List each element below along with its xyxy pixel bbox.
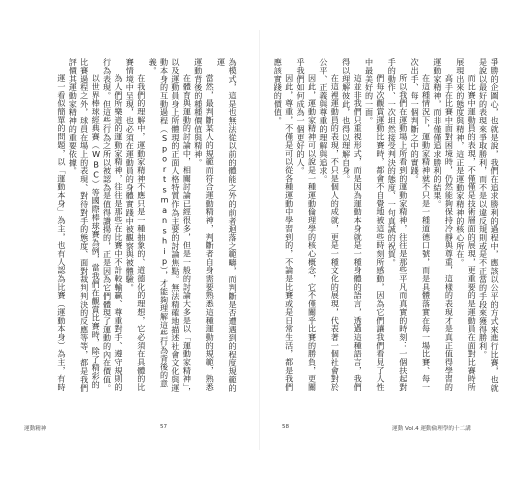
paragraph: 在體育與運動的討論中，相關討論已經很多，但是一般的討論大多是以「運動家精神」，以及運動員身上所體現的正面人格特質作為主要的討論焦點。無法精確地描述社會文化與運動本身的互動過程（Sportsmanship），才能夠理解這些行為背後的意義。 [148,58,193,396]
paragraph: 因此，運動家精神可以說是一種運動倫理學的核心概念，它不僅關乎比賽的勝負，更關乎我們如何成為一個更好的人。 [296,58,318,392]
paragraph: 高手在比賽中面對困境時，仍然能夠保持冷靜與尊重，這樣的表現才是真正值得學習的運動家精神，而非僅僅追求勝利的結果。 [432,58,455,392]
paragraph: 為人們所樂道的運動家精神，往往是那些在比賽中不計較輸贏、尊重對手、遵守規則的行為表現。但這些行為之所以被認為是值得讚揚的，正是因為它們體現了運動的內在價值。 [102,58,124,392]
paragraph: 這並非我們只重視形式，而是因為運動本身就是一種身體的語言，透過這種語言，我們得以理解彼此，也得以理解自身。 [341,58,364,392]
left-running-title: 運動精神 [24,426,47,432]
paragraph: 在我們的理解中，運動家精神不應只是一種抽象的、道德化的理想，它必須在具體的比賽情境中呈現，也必須在運動員的身體實踐中被觀察與被體驗。 [125,58,147,392]
paragraph: 而比賽中運動員的表現，不僅僅是技術層面的展現，更重要的是運動員在面對比賽時所展現出來的態度與精神，這正是運動家精神的核心所在。 [455,58,478,392]
right-page [260,0,520,500]
paragraph: 們每次觀賞運動比賽時，都會不自覺地被這些時刻所感動，因為它們讓我們看見了人性中最美好的一面。 [364,58,386,392]
right-running-title: 運動 Vol.4 運動倫理學的十二講 [392,426,471,432]
paragraph: 運一看似簡單的問題，以「運動本身」為主，也有人認為比賽（運動本身）為主，有時 [56,74,67,392]
paragraph: 以世界棒球經典賽（WBC）等國際棒球賽為例，當我們在觀賞比賽時，除了精彩的比賽過程之外，球員在場上的表現、對待對手的態度、面對裁判判決的反應等等，都是我們評價其運動家精神的重要依據。 [68,58,102,392]
paragraph: 所以我們在運動場上所看到的運動家精神，往往是那些平凡而真實的時刻：一個扶起對手的動作、一次坦然接受判決的態度、一句真誠的祝賀。 [387,58,409,392]
right-page-number: 58 [282,424,290,430]
paragraph: 為模式，這是也無法從以前的體能之外的前者迴落之範疇，而判斷是否遭遇到的程度規範的運 [216,58,238,392]
paragraph: 爭勝的企圖心，也就是說，我們在追求勝利的過程中，應該以公平的方式來進行比賽，也就是說以最好的表現來爭取勝利，而不是以違反規則或是不正當的手段來獲得勝利。 [478,58,500,392]
paragraph: 在這裡運動員的表現，不只是個人的成就，更是一種文化的展現，代表著一個社會對於公平、正義與尊重的理解與追求。 [318,58,341,392]
paragraph: 在這種情況下，運動家精神就不只是一種道德口號，而是具體落實在每一場比賽、每一次出手、每一個判斷之中的實踐。 [410,58,432,392]
right-page-text [273,58,500,396]
paragraph: 當然，最判斷某人的規範而符合運動精神，判斷者自身需要熟悉這種運動的規範，熟悉運動背後的種種價值與精神。 [193,58,216,392]
paragraph: 因此，尊重，不僅是可以從各種運動中學習到的，不論是比賽或是日常生活，都是我們應該實踐的價值。 [273,58,295,392]
left-page-text [22,58,238,396]
left-page-number: 57 [160,424,168,430]
